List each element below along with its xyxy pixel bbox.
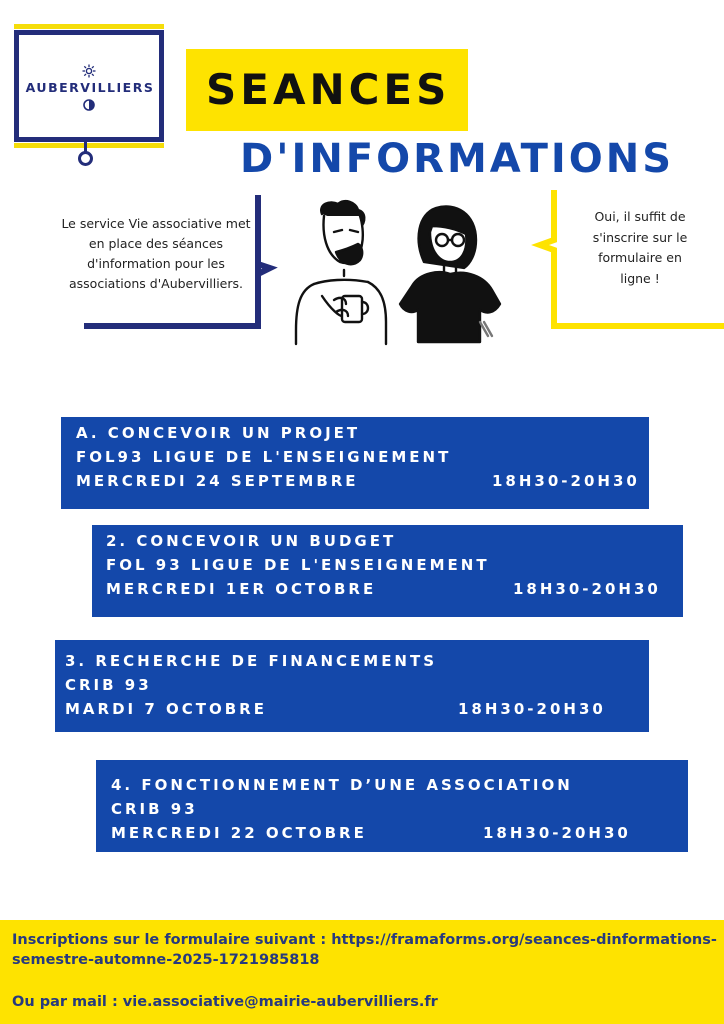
speech-right-line: ligne ! [620,270,660,286]
session-organizer: CRIB 93 [65,676,152,694]
speech-right-line: formulaire en [598,250,682,265]
session-title: A. CONCEVOIR UN PROJET [76,424,361,442]
contact-email[interactable]: Ou par mail : vie.associative@mairie-aubervilliers.fr [12,994,438,1010]
session-organizer: FOL 93 LIGUE DE L'ENSEIGNEMENT [106,556,490,574]
footer-banner [0,920,724,1024]
man-illustration [296,201,386,344]
logo-name: AUBERVILLIERS [25,80,155,95]
session-card-4 [96,760,688,852]
registration-link-text[interactable]: Inscriptions sur le formulaire suivant : https://framaforms.org/seances-dinformations- [12,932,717,948]
registration-link-text-cont[interactable]: semestre-automne-2025-1721985818 [12,952,320,968]
session-date: MERCREDI 24 SEPTEMBRE [76,472,359,490]
session-card-1 [61,417,649,509]
session-organizer: FOL93 LIGUE DE L'ENSEIGNEMENT [76,448,452,466]
session-card-3 [55,640,649,732]
speech-right-line: Oui, il suffit de [594,209,686,224]
session-date: MARDI 7 OCTOBRE [65,700,267,718]
session-time: 18H30-20H30 [513,580,661,598]
page-title-line1: SEANCES [206,65,451,114]
session-title: 2. CONCEVOIR UN BUDGET [106,532,397,550]
speech-left-text [58,214,254,294]
session-title: 4. FONCTIONNEMENT D’UNE ASSOCIATION [111,776,573,794]
session-time: 18H30-20H30 [458,700,606,718]
session-time: 18H30-20H30 [483,824,631,842]
speech-illustration [0,0,724,360]
session-date: MERCREDI 22 OCTOBRE [111,824,367,842]
speech-left-line: d'information pour les [87,256,225,271]
session-time: 18H30-20H30 [492,472,640,490]
page-title-line2: D'INFORMATIONS [240,136,675,182]
woman-illustration [400,206,500,342]
speech-right-line: s'inscrire sur le [592,229,688,245]
session-card-2 [92,525,683,617]
session-organizer: CRIB 93 [111,800,198,818]
session-date: MERCREDI 1ER OCTOBRE [106,580,377,598]
speech-right-text [584,207,696,289]
session-title: 3. RECHERCHE DE FINANCEMENTS [65,652,438,670]
speech-left-line: Le service Vie associative met [61,216,251,231]
speech-left-line: en place des séances [88,236,224,251]
speech-left-line: associations d'Aubervilliers. [69,276,243,291]
